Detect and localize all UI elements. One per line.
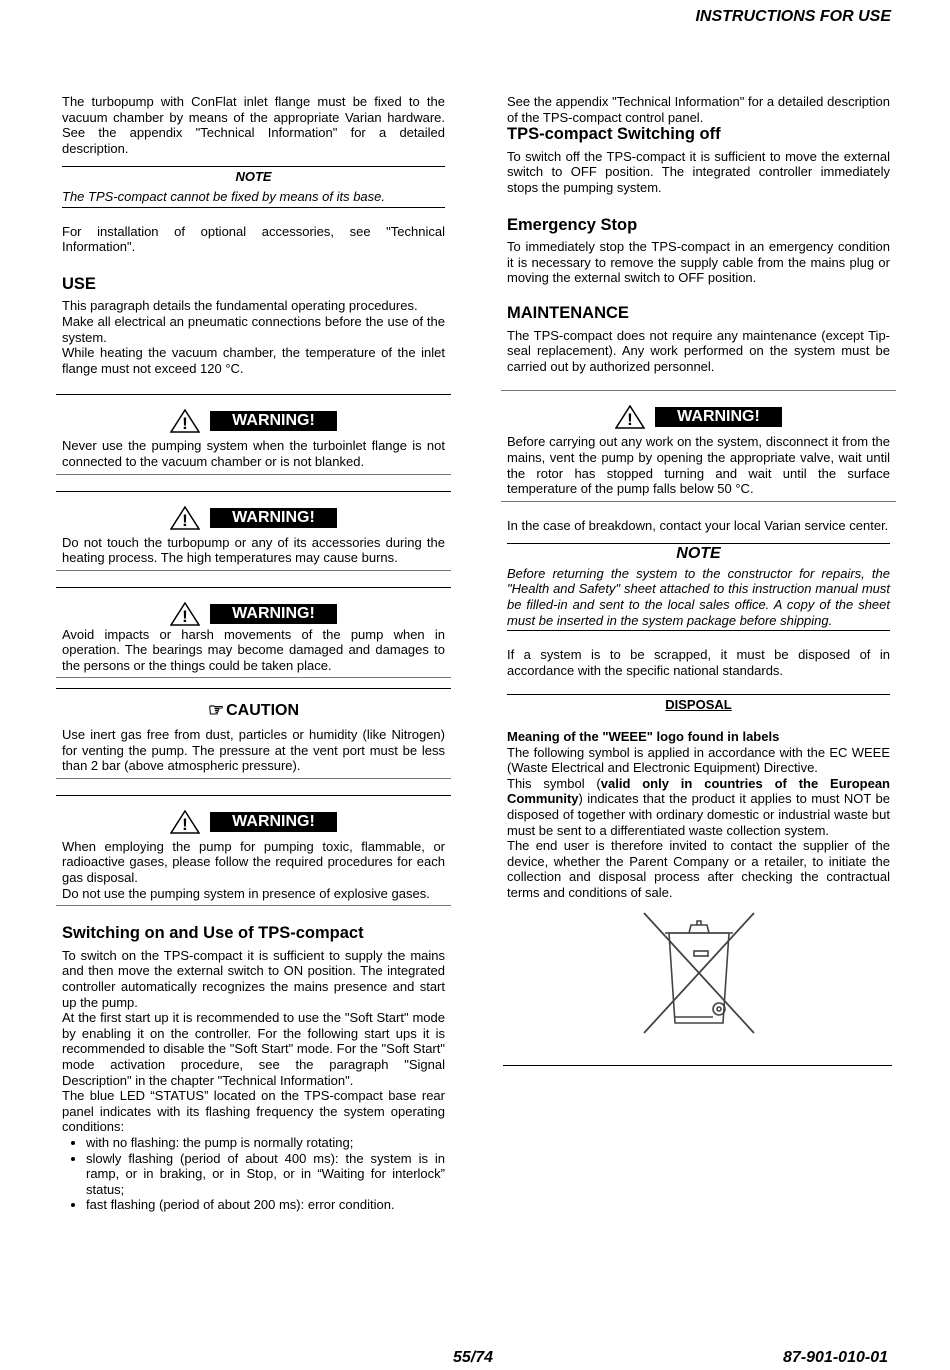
right-column	[507, 94, 890, 1066]
warning-triangle-icon	[170, 602, 200, 626]
switching-off-heading: TPS-compact Switching off	[507, 125, 721, 144]
status-list	[62, 1135, 445, 1213]
warning-triangle-icon	[170, 506, 200, 530]
switching-paragraph-1: To switch on the TPS-compact it is sufficient to supply the mains and then move the external switch to ON position. The integrated controller automatically recognizes the mains presence and start up the pump.	[62, 947, 445, 1010]
warning-triangle-icon	[170, 409, 200, 433]
weee-paragraph-1: The following symbol is applied in accordance with the EC WEEE (Waste Electrical and Electronic Equipment) Directive.	[507, 744, 890, 776]
weee-crossed-bin-icon	[639, 911, 759, 1041]
switching-paragraph-3: The blue LED “STATUS” located on the TPS-compact base rear panel indicates with its flashing frequency the system operating conditions:	[62, 1088, 445, 1135]
warning-label: WARNING!	[655, 407, 782, 427]
note-text: The TPS-compact cannot be fixed by means of its base.	[62, 188, 385, 204]
warning-text: Never use the pumping system when the turboinlet flange is not connected to the vacuum chamber or is not blanked.	[62, 438, 445, 469]
left-column	[62, 94, 445, 1213]
weee-heading: Meaning of the "WEEE" logo found in labels	[507, 729, 780, 745]
emergency-stop-heading: Emergency Stop	[507, 215, 638, 234]
warning-text-b: Do not use the pumping system in presence of explosive gases.	[62, 885, 430, 901]
warning-text: Before carrying out any work on the system, disconnect it from the mains, vent the pump by opening the appropriate valve, wait until the rotor has stopped turning and wait until the surface temperature of the pump falls below 50 °C.	[507, 434, 890, 497]
use-paragraph-1: This paragraph details the fundamental operating procedures.	[62, 298, 418, 314]
maintenance-warning-box	[501, 390, 896, 501]
note-text: Before returning the system to the constructor for repairs, the "Health and Safety" sheet attached to this instruction manual must be filled-in and sent to the local sales office. A copy of the sheet must be inserted in the system package before shipping.	[507, 565, 890, 628]
note-title: NOTE	[235, 169, 272, 185]
warning-label: WARNING!	[210, 508, 337, 528]
warning-triangle-icon	[170, 810, 200, 834]
list-item: • slowly flashing (period of about 400 ms): the system is in ramp, or in braking, or in Stop, or in “Waiting for interlock” status;	[86, 1151, 445, 1198]
note-title: NOTE	[676, 545, 721, 563]
warning-text-a: When employing the pump for pumping toxic, flammable, or radioactive gases, please follow the required procedures for each gas disposal.	[62, 838, 445, 886]
svg-text:!: !	[182, 414, 189, 434]
svg-text:!: !	[182, 510, 189, 530]
switching-on-heading: Switching on and Use of TPS-compact	[62, 924, 364, 943]
use-heading: USE	[62, 274, 96, 293]
see-appendix-paragraph: See the appendix "Technical Information" for a detailed description of the TPS-compact control panel.	[507, 94, 890, 125]
warning-text: Do not touch the turbopump or any of its accessories during the heating process. The high temperatures may cause burns.	[62, 534, 445, 566]
document-code: 87-901-010-01	[783, 1349, 888, 1366]
note-box	[507, 543, 890, 631]
switching-off-text: To switch off the TPS-compact it is sufficient to move the external switch to OFF position. The integrated controller immediately stops the pumping system.	[507, 148, 890, 195]
installation-paragraph: For installation of optional accessories, see "Technical Information".	[62, 223, 445, 255]
use-paragraph-2: Make all electrical an pneumatic connections before the use of the system.	[62, 313, 445, 345]
warning-box-1	[56, 394, 451, 474]
page-header-title: INSTRUCTIONS FOR USE	[695, 8, 891, 25]
warning-label: WARNING!	[210, 812, 337, 832]
warning-label: WARNING!	[210, 411, 337, 431]
svg-text:!: !	[627, 410, 634, 430]
maintenance-text: The TPS-compact does not require any maintenance (except Tip-seal replacement). Any work performed on the system must be carried out by authorized personnel.	[507, 327, 890, 374]
disposal-title: DISPOSAL	[665, 697, 732, 713]
warning-triangle-icon	[615, 405, 645, 429]
caution-text: Use inert gas free from dust, particles or humidity (like Nitrogen) for venting the pump. The pressure at the vent port must be less than 2 bar (above atmospheric pressure).	[62, 727, 445, 774]
warning-box-3	[56, 587, 451, 679]
pointing-hand-icon: ☞	[207, 700, 225, 721]
list-item: • fast flashing (period of about 200 ms): error condition.	[86, 1197, 445, 1213]
weee-paragraph-2: This symbol (valid only in countries of the European Community) indicates that the product it applies to must NOT be disposed of together with ordinary domestic or industrial waste but must be sent to a differentiated waste collection system.	[507, 775, 890, 838]
weee-paragraph-3: The end user is therefore invited to contact the supplier of the device, whether the Parent Company or a retailer, to initiate the collection and disposal process after checking the contractual terms and conditions of sale.	[507, 838, 890, 900]
caution-box	[56, 688, 451, 778]
list-item: • with no flashing: the pump is normally rotating;	[86, 1135, 445, 1151]
warning-text: Avoid impacts or harsh movements of the pump when in operation. The bearings may become damaged and damages to the persons or the things could be taken place.	[62, 626, 445, 673]
maintenance-heading: MAINTENANCE	[507, 303, 629, 322]
emergency-stop-text: To immediately stop the TPS-compact in an emergency condition it is necessary to remove the supply cable from the mains plug or moving the external switch to OFF position.	[507, 239, 890, 286]
breakdown-paragraph: In the case of breakdown, contact your local Varian service center.	[507, 517, 889, 533]
warning-box-2	[56, 491, 451, 571]
disposal-section	[507, 694, 890, 1065]
intro-paragraph: The turbopump with ConFlat inlet flange must be fixed to the vacuum chamber by means of the appropriate Varian hardware. See the appendix "Technical Information" for a detailed description.	[62, 94, 445, 156]
page-number: 55/74	[453, 1349, 494, 1366]
use-paragraph-3: While heating the vacuum chamber, the temperature of the inlet flange must not exceed 120 °C.	[62, 345, 445, 376]
caution-label: CAUTION	[226, 702, 300, 720]
note-box	[62, 166, 445, 207]
scrap-paragraph: If a system is to be scrapped, it must be disposed of in accordance with the specific national standards.	[507, 647, 890, 678]
warning-label: WARNING!	[210, 604, 337, 624]
warning-box-4	[56, 795, 451, 906]
switching-paragraph-2: At the first start up it is recommended to use the "Soft Start" mode by enabling it on the controller. For the following start ups it is recommended to disable the "Soft Start" mode. For the "Soft Start" mode activation procedure, see the paragraph "Signal Description" in the chapter "Technical Information".	[62, 1010, 445, 1088]
svg-text:!: !	[182, 606, 189, 626]
svg-text:!: !	[182, 814, 189, 834]
